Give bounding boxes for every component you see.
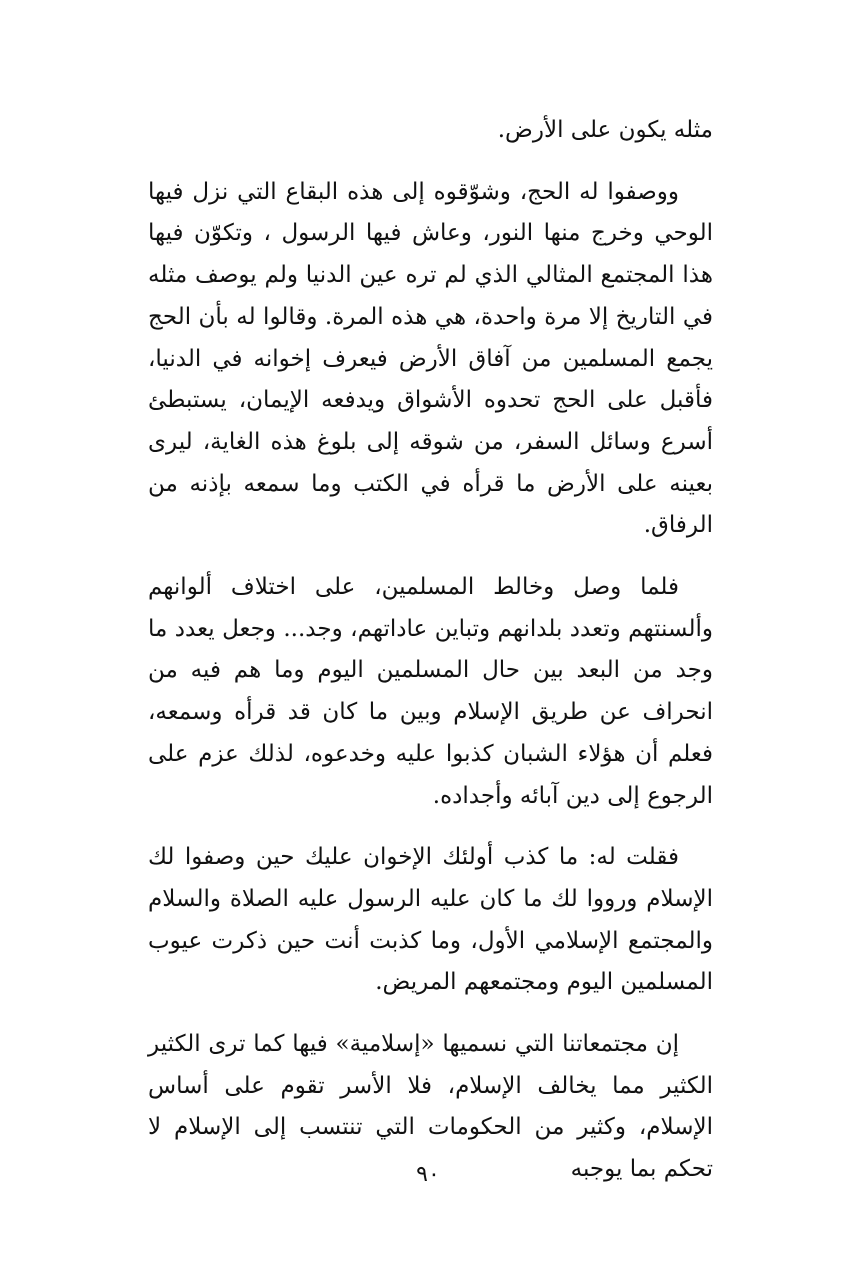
paragraph-reply: فقلت له: ما كذب أولئك الإخوان عليك حين وصفوا لك الإسلام ورووا لك ما كان عليه الرسول عليه الصلاة والسلام والمجتمع الإسلامي الأول، وما كذبت أنت حين ذكرت عيوب المسلمين اليوم ومجتمعهم المريض. (148, 844, 713, 996)
paragraph-continuation: مثله يكون على الأرض. (497, 117, 713, 143)
body-text (148, 110, 713, 1211)
paragraph-societies: إن مجتمعاتنا التي نسميها «إسلامية» فيها كما ترى الكثير الكثير مما يخالف الإسلام، فلا الأسر تقوم على أساس الإسلام، وكثير من الحكومات التي تنتسب إلى الإسلام لا تحكم بما يوجبه (148, 1031, 713, 1183)
page-number: ٩٠ (416, 1162, 440, 1187)
paragraph-arrival: فلما وصل وخالط المسلمين، على اختلاف ألوانهم وألسنتهم وتعدد بلدانهم وتباين عاداتهم، وجد... وجعل يعدد ما وجد من البعد بين حال المسلمين اليوم وما هم فيه من انحراف عن طريق الإسلام وبين ما كان قد قرأه وسمعه، فعلم أن هؤلاء الشبان كذبوا عليه وخدعوه، لذلك عزم على الرجوع إلى دين آبائه وأجداده. (148, 574, 713, 809)
paragraph-hajj-description: ووصفوا له الحج، وشوّقوه إلى هذه البقاع التي نزل فيها الوحي وخرج منها النور، وعاش فيها الرسول ، وتكوّن فيها هذا المجتمع المثالي الذي لم تره عين الدنيا ولم يوصف مثله في التاريخ إلا مرة واحدة، هي هذه المرة. وقالوا له بأن الحج يجمع المسلمين من آفاق الأرض فيعرف إخوانه في الدنيا، فأقبل على الحج تحدوه الأشواق ويدفعه الإيمان، يستبطئ أسرع وسائل السفر، من شوقه إلى بلوغ هذه الغاية، ليرى بعينه على الأرض ما قرأه في الكتب وما سمعه بإذنه من الرفاق. (148, 178, 713, 539)
